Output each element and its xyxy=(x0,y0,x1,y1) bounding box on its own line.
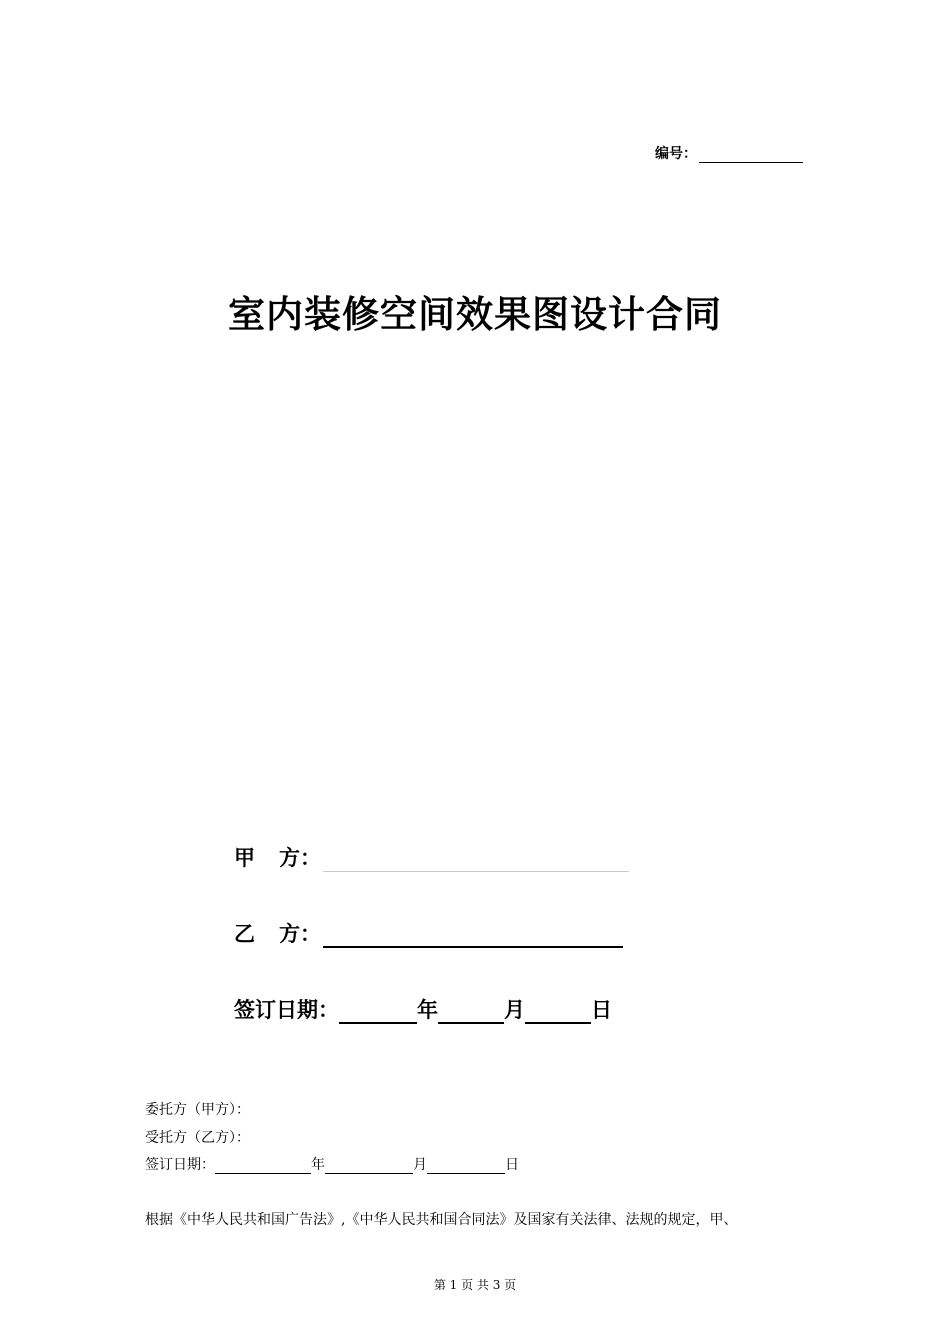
details-year-blank[interactable] xyxy=(215,1158,311,1174)
details-sign-date-label: 签订日期： xyxy=(145,1157,215,1173)
cover-sign-date-row xyxy=(234,994,612,1024)
cover-month-blank[interactable] xyxy=(438,1000,504,1024)
party-a-suffix: 方： xyxy=(279,846,321,870)
contractor-label: 受托方（乙方）： xyxy=(145,1130,250,1146)
cover-year-label: 年 xyxy=(417,998,438,1022)
details-sign-date-row xyxy=(145,1154,519,1174)
party-b-label: 乙 xyxy=(234,922,255,946)
contract-number-blank[interactable] xyxy=(699,147,803,163)
party-b-blank[interactable] xyxy=(323,924,623,948)
cover-month-label: 月 xyxy=(504,998,525,1022)
details-day-blank[interactable] xyxy=(427,1158,505,1174)
party-a-label: 甲 xyxy=(234,846,255,870)
details-month-label: 月 xyxy=(413,1157,427,1173)
party-b-row xyxy=(234,918,623,948)
details-year-label: 年 xyxy=(311,1157,325,1173)
page-footer: 第 1 页 共 3 页 xyxy=(433,1278,517,1292)
contractor-row xyxy=(145,1127,250,1147)
contract-number-label: 编号： xyxy=(655,146,697,162)
document-title: 室内装修空间效果图设计合同 xyxy=(228,293,722,336)
party-b-suffix: 方： xyxy=(279,922,321,946)
cover-sign-date-label: 签订日期： xyxy=(234,998,339,1022)
body-opening-line: 根据《中华人民共和国广告法》,《中华人民共和国合同法》及国家有关法律、法规的规定，甲、 xyxy=(145,1212,738,1228)
cover-day-label: 日 xyxy=(591,998,612,1022)
cover-year-blank[interactable] xyxy=(339,1000,417,1024)
details-day-label: 日 xyxy=(505,1157,519,1173)
contract-number xyxy=(655,143,803,163)
details-month-blank[interactable] xyxy=(325,1158,413,1174)
client-row xyxy=(145,1099,250,1119)
party-a-row xyxy=(234,842,629,872)
client-label: 委托方（甲方）： xyxy=(145,1102,250,1118)
cover-day-blank[interactable] xyxy=(525,1000,591,1024)
party-a-blank[interactable] xyxy=(323,849,629,872)
